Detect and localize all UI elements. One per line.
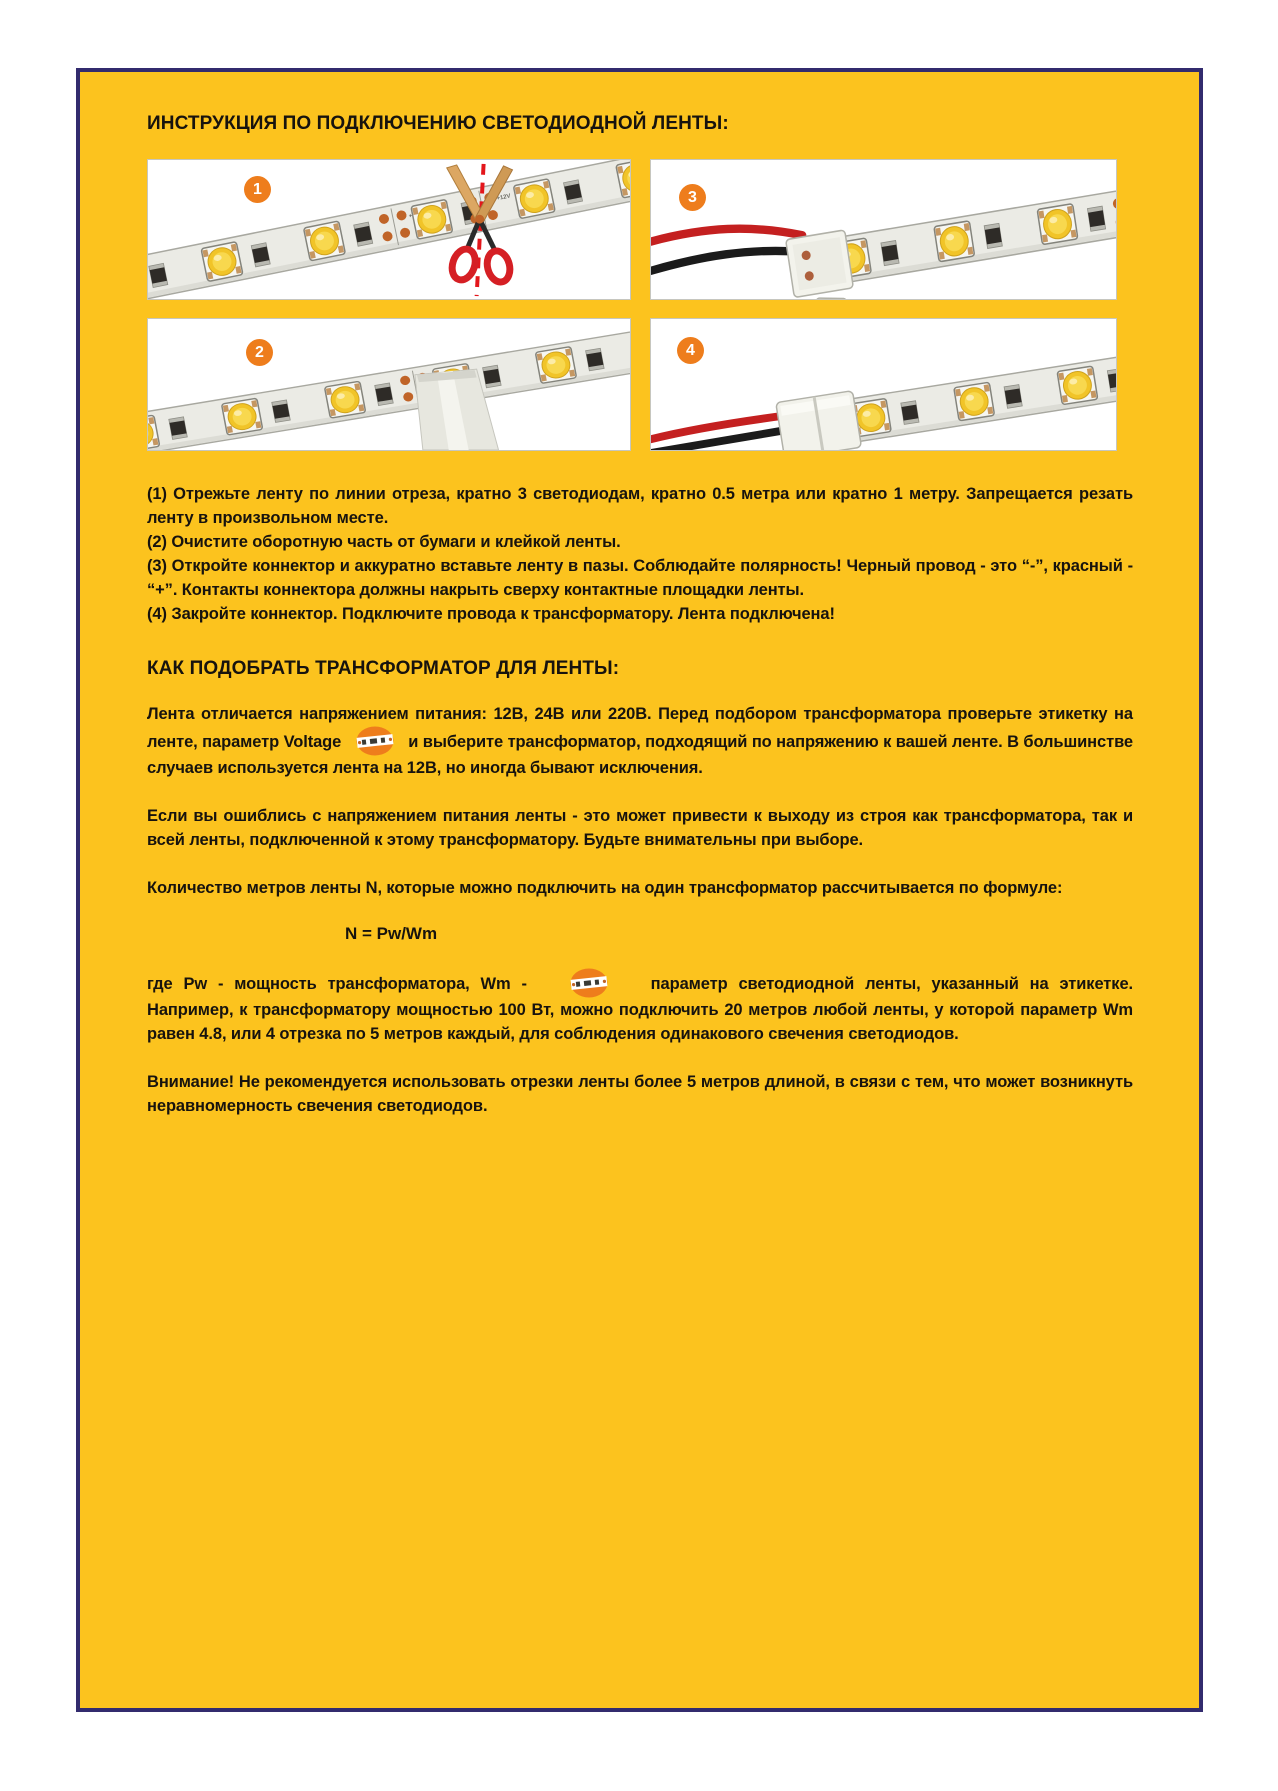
red-wire bbox=[651, 229, 802, 242]
led-strip bbox=[148, 319, 630, 450]
led-strip bbox=[816, 319, 1116, 447]
step-2: (2) Очистите оборотную часть от бумаги и клейкой ленты. bbox=[147, 533, 621, 551]
voltage-paragraph-text-after: и выберите трансформатор, подходящий по напряжению к вашей ленте. В большинстве случаев используется лента на 12В, но иногда бывают исключения. bbox=[147, 733, 1134, 777]
figure-panel-closed-connector bbox=[650, 318, 1117, 451]
connector-closed bbox=[776, 391, 862, 450]
page-frame bbox=[76, 68, 1203, 1712]
figure-number-badge: 4 bbox=[677, 337, 704, 364]
wm-paragraph-text-after: параметр светодиодной ленты, указанный на этикетке. bbox=[650, 975, 1134, 993]
transformer-section-heading: КАК ПОДОБРАТЬ ТРАНСФОРМАТОР ДЛЯ ЛЕНТЫ: bbox=[147, 658, 620, 679]
wrong-voltage-paragraph: Если вы ошиблись с напряжением питания ленты - это может привести к выходу из строя как трансформатора, так и всей ленты, подключенной к этому трансформатору. Будьте внимательны при выборе. bbox=[147, 807, 1133, 849]
black-wire bbox=[651, 251, 802, 271]
wm-paragraph-text-before: где Pw - мощность трансформатора, Wm - bbox=[147, 975, 527, 993]
figure-panel-cut-strip bbox=[147, 159, 631, 300]
page-title: ИНСТРУКЦИЯ ПО ПОДКЛЮЧЕНИЮ СВЕТОДИОДНОЙ ЛЕНТЫ: bbox=[147, 113, 729, 134]
figure-panel-open-connector bbox=[650, 159, 1117, 300]
figure-number-badge: 3 bbox=[679, 184, 706, 211]
example-text: Например, к трансформатору мощностью 100 Вт, можно подключить 20 метров любой ленты, у которой параметр Wm равен 4.8, или 4 отрезка по 5 метров каждый, для соблюдения одинакового свечения светодиодов. bbox=[147, 1001, 1133, 1043]
formula: N = Pw/Wm bbox=[345, 924, 438, 943]
wm-label-icon bbox=[570, 968, 608, 998]
cut-strip-photo bbox=[148, 160, 630, 299]
step-4: (4) Закройте коннектор. Подключите провода к трансформатору. Лента подключена! bbox=[147, 605, 835, 623]
connection-steps bbox=[147, 482, 1133, 626]
figure-grid bbox=[147, 159, 1133, 451]
step-3: (3) Откройте коннектор и аккуратно вставьте ленту в пазы. Соблюдайте полярность! Черный провод - это “-”, красный - “+”. Контакты коннектора должны накрыть сверху контактные площадки ленты. bbox=[147, 557, 1133, 599]
figure-panel-peel-backing bbox=[147, 318, 631, 451]
voltage-paragraph-text-before: Лента отличается напряжением питания: 12В, 24В или 220В. Перед подбором трансформатора проверьте этикетку на ленте, параметр Voltage bbox=[147, 705, 1133, 751]
figure-number-badge: 2 bbox=[246, 339, 273, 366]
closed-connector-photo bbox=[651, 319, 1116, 450]
peel-backing-photo bbox=[148, 319, 630, 450]
warning-paragraph: Внимание! Не рекомендуется использовать отрезки ленты более 5 метров длиной, в связи с тем, что может возникнуть неравномерность свечения светодиодов. bbox=[147, 1073, 1133, 1115]
open-connector-photo bbox=[651, 160, 1116, 299]
voltage-label-icon bbox=[356, 726, 394, 756]
figure-number-badge: 1 bbox=[244, 176, 271, 203]
step-1: (1) Отрежьте ленту по линии отреза, кратно 3 светодиодам, кратно 0.5 метра или кратно 1 метру. Запрещается резать ленту в произвольном месте. bbox=[147, 485, 1133, 527]
led-strip bbox=[148, 160, 630, 299]
voltage-paragraph bbox=[147, 702, 1133, 780]
content-area bbox=[80, 72, 1199, 1708]
formula-intro-paragraph: Количество метров ленты N, которые можно подключить на один трансформатор рассчитывается по формуле: bbox=[147, 879, 1063, 897]
formula-explanation-paragraph bbox=[147, 968, 1133, 1046]
